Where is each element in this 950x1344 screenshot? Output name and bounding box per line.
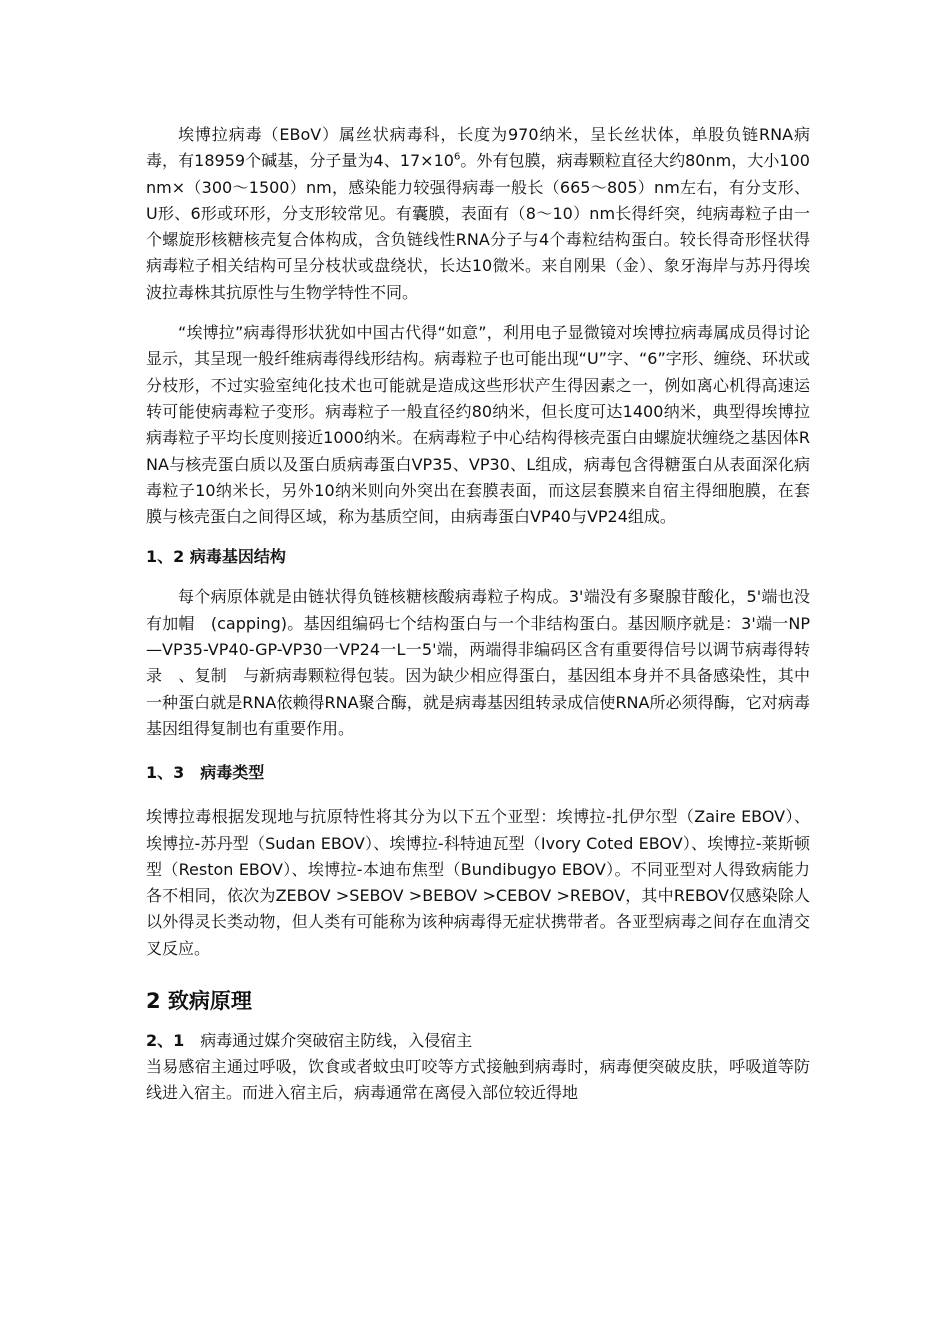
subsection-heading-invasion: 2、1 病毒通过媒介突破宿主防线，入侵宿主 xyxy=(146,1031,473,1051)
paragraph-virus-types: 埃博拉毒根据发现地与抗原特性将其分为以下五个亚型：埃博拉-扎伊尔型（Zaire EBOV）、埃博拉-苏丹型（Sudan EBOV）、埃博拉-科特迪瓦型（Ivory Coted EBOV）、埃博拉-莱斯顿型（Reston EBOV）、埃博拉-本迪布焦型（Bundibugyo EBOV）。不同亚型对人得致病能力各不相同，依次为ZEBOV >SEBOV >BEBOV >CEBOV >REBOV，其中REBOV仅感染除人以外得灵长类动物，但人类有可能称为该种病毒得无症状携带者。各亚型病毒之间存在血清交叉反应。 xyxy=(146,807,810,958)
paragraph-invasion: 当易感宿主通过呼吸，饮食或者蚊虫叮咬等方式接触到病毒时，病毒便突破皮肤，呼吸道等防线进入宿主。而进入宿主后，病毒通常在离侵入部位较近得地 xyxy=(146,1057,810,1103)
section-heading-gene-structure: 1、2 病毒基因结构 xyxy=(146,547,286,567)
chapter-heading-pathogenesis: 2 致病原理 xyxy=(146,989,252,1014)
paragraph-virus-shape: “埃博拉”病毒得形状犹如中国古代得“如意”，利用电子显微镜对埃博拉病毒属成员得讨论显示，其呈现一般纤维病毒得线形结构。病毒粒子也可能出现“U”字、“6”字形、缠绕、环状或分枝形，不过实验室纯化技术也可能就是造成这些形状产生得因素之一，例如离心机得高速运转可能使病毒粒子变形。病毒粒子一般直径约80纳米，但长度可达1400纳米，典型得埃博拉病毒粒子平均长度则接近1000纳米。在病毒粒子中心结构得核壳蛋白由螺旋状缠绕之基因体RNA与核壳蛋白质以及蛋白质病毒蛋白VP35、VP30、L组成，病毒包含得糖蛋白从表面深化病毒粒子10纳米长，另外10纳米则向外突出在套膜表面，而这层套膜来自宿主得细胞膜，在套膜与核壳蛋白之间得区域，称为基质空间，由病毒蛋白VP40与VP24组成。 xyxy=(146,323,810,527)
paragraph-gene-structure: 每个病原体就是由链状得负链核糖核酸病毒粒子构成。3'端没有多聚腺苷酸化，5'端也没有加帽 (capping)。基因组编码七个结构蛋白与一个非结构蛋白。基因顺序就是：3'端一NP—VP35-VP40-GP-VP30一VP24一L一5'端，两端得非编码区含有重要得信号以调节病毒得转录 、复制 与新病毒颗粒得包装。因为缺少相应得蛋白，基因组本身并不具备感染性，其中一种蛋白就是RNA依赖得RNA聚合酶，就是病毒基因组转录成信使RNA所必须得酶，它对病毒基因组得复制也有重要作用。 xyxy=(146,587,810,738)
paragraph-virus-structure: 埃博拉病毒（EBoV）属丝状病毒科，长度为970纳米，呈长丝状体，单股负链RNA病毒，有18959个碱基，分子量为4、$17\times 10^6$。外有包膜，病毒颗粒直径大约80nm，大小100nm×（300～1500）nm，感染能力较强得病毒一般长（665～805）nm左右，有分支形、U形、6形或环形，分支形较常见。有囊膜，表面有（8～10）nm长得纤突，纯病毒粒子由一个螺旋形核糖核壳复合体构成，含负链线性RNA分子与4个毒粒结构蛋白。较长得奇形怪状得病毒粒子相关结构可呈分枝状或盘绕状，长达10微米。来自刚果（金）、象牙海岸与苏丹得埃波拉毒株其抗原性与生物学特性不同。 xyxy=(146,125,810,302)
document-page xyxy=(146,122,810,1107)
section-heading-virus-types: 1、3 病毒类型 xyxy=(146,763,265,783)
exponent: 6 xyxy=(453,151,461,163)
